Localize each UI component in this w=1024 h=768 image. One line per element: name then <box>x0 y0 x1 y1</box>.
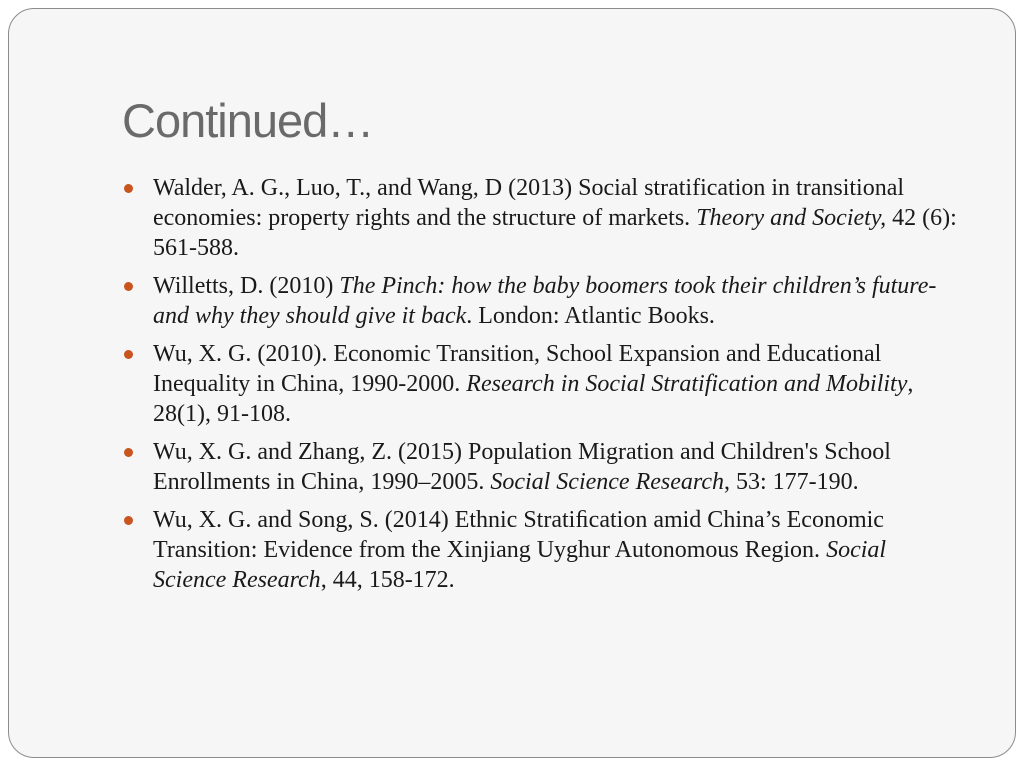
reference-list <box>122 173 962 603</box>
reference-details: , 44, 158-172. <box>320 567 455 593</box>
reference-source: Social Science Research <box>153 537 887 593</box>
reference-item <box>122 173 962 263</box>
reference-text: Wu, X. G. (2010). Economic Transition, School Expansion and Educational Inequality in China, 1990-2000. <box>153 341 882 397</box>
reference-details: . London: Atlantic Books. <box>466 303 715 329</box>
reference-item <box>122 271 962 331</box>
reference-item <box>122 437 962 497</box>
reference-source: The Pinch: how the baby boomers took their children’s future-and why they should give it back <box>153 273 937 329</box>
reference-text: Walder, A. G., Luo, T., and Wang, D (2013) Social stratification in transitional economies: property rights and the structure of markets. <box>153 175 905 231</box>
reference-source: Research in Social Stratification and Mobility <box>466 371 908 397</box>
reference-text: Wu, X. G. and Song, S. (2014) Ethnic Stratiﬁcation amid China’s Economic Transition: Evidence from the Xinjiang Uyghur Autonomous Region. <box>153 507 884 563</box>
reference-text: Willetts, D. (2010) <box>153 273 340 299</box>
bullet-icon <box>124 282 133 291</box>
reference-item <box>122 339 962 429</box>
bullet-icon <box>124 448 133 457</box>
bullet-icon <box>124 184 133 193</box>
reference-details: , 53: 177-190. <box>723 469 859 495</box>
reference-item <box>122 505 962 595</box>
reference-source: Theory and Society, <box>696 205 887 231</box>
reference-text: Wu, X. G. and Zhang, Z. (2015) Population Migration and Children's School Enrollments in China, 1990–2005. <box>153 439 891 495</box>
bullet-icon <box>124 350 133 359</box>
reference-source: Social Science Research <box>490 469 724 495</box>
reference-details: 42 (6): 561-588. <box>153 205 957 261</box>
bullet-icon <box>124 516 133 525</box>
reference-details: , 28(1), 91-108. <box>153 371 914 427</box>
slide-title: Continued… <box>122 94 374 147</box>
slide-frame <box>8 8 1016 758</box>
